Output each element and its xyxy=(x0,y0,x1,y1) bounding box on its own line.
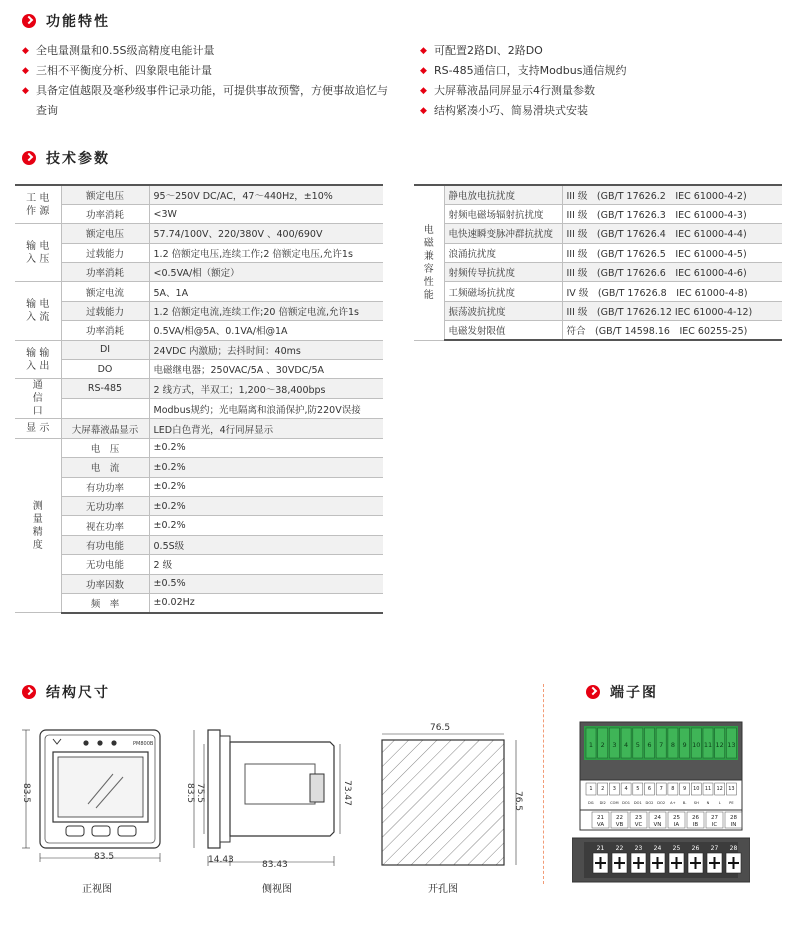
terminal-number: 10 xyxy=(692,741,701,749)
terminal-number: 1 xyxy=(589,786,593,792)
spec-row xyxy=(414,243,782,262)
terminal-signal: VN xyxy=(653,822,662,828)
spec-value: III 级 (GB/T 17626.6 IEC 61000-4-6) xyxy=(562,263,782,282)
terminal-number: 1 xyxy=(588,741,594,749)
terminal-number: 26 xyxy=(692,815,699,821)
spec-param: 功率因数 xyxy=(61,574,149,593)
spec-value: <3W xyxy=(149,204,383,223)
spec-param: 电 流 xyxy=(61,458,149,477)
terminal-code: DO2 xyxy=(657,801,666,805)
terminal-number: 24 xyxy=(654,815,661,821)
features-section-title xyxy=(22,11,110,31)
structure-section-title xyxy=(22,682,110,702)
feature-item: ◆ 结构紧凑小巧、简易滑块式安装 xyxy=(420,101,780,121)
spec-row xyxy=(15,360,383,379)
spec-param: 视在功率 xyxy=(61,516,149,535)
terminal-number: 2 xyxy=(601,786,605,792)
indicator-led xyxy=(111,740,116,745)
cutout-height-dim: 76.5 xyxy=(513,790,524,812)
terminal-number: 21 xyxy=(597,815,604,821)
spec-value: ±0.2% xyxy=(149,516,383,535)
spec-param: 无功电能 xyxy=(61,555,149,574)
spec-row xyxy=(414,321,782,340)
terminal-number: 7 xyxy=(659,741,664,749)
side-view-label: 侧视图 xyxy=(262,884,292,895)
terminal-code: SH xyxy=(693,801,699,805)
spec-group: 输 电 入 压 xyxy=(15,224,61,282)
spec-value: ±0.2% xyxy=(149,438,383,457)
terminal-number: 22 xyxy=(616,815,623,821)
side-slider xyxy=(310,774,324,802)
spec-row xyxy=(15,438,383,457)
features-left-list xyxy=(22,41,392,121)
terminal-number: 27 xyxy=(710,845,719,852)
spec-row xyxy=(414,282,782,301)
spec-row xyxy=(15,224,383,243)
spec-row xyxy=(15,458,383,477)
terminal-number: 9 xyxy=(682,741,687,749)
terminal-number: 9 xyxy=(683,786,687,792)
terminal-number: 13 xyxy=(728,786,735,792)
feature-item: ◆ RS-485通信口，支持Modbus通信规约 xyxy=(420,61,780,81)
features-title: 功能特性 xyxy=(46,14,110,30)
spec-value: III 级 (GB/T 17626.5 IEC 61000-4-5) xyxy=(562,243,782,262)
spec-group: 通 信 口 xyxy=(15,379,61,419)
spec-value: ±0.5% xyxy=(149,574,383,593)
spec-param: 无功功率 xyxy=(61,496,149,515)
spec-row xyxy=(15,185,383,204)
terminal-number: 6 xyxy=(647,786,652,792)
spec-param: 大屏幕液晶显示 xyxy=(61,419,149,438)
terminal-code: COM xyxy=(610,801,619,805)
spec-row xyxy=(414,204,782,223)
spec-param: 射频电磁场辐射抗扰度 xyxy=(444,204,562,223)
terminal-number: 4 xyxy=(624,741,629,749)
cutout-width-dim: 76.5 xyxy=(430,723,451,733)
spec-row xyxy=(15,496,383,515)
spec-param: 电 压 xyxy=(61,438,149,457)
chevron-right-icon xyxy=(22,685,36,699)
terminal-number: 13 xyxy=(727,741,736,749)
spec-param: 电快速瞬变脉冲群抗扰度 xyxy=(444,224,562,243)
terminal-number: 8 xyxy=(671,786,675,792)
terminal-number: 25 xyxy=(673,815,680,821)
spec-param: 振荡波抗扰度 xyxy=(444,301,562,320)
spec-value: 2 级 xyxy=(149,555,383,574)
terminal-number: 21 xyxy=(596,845,605,852)
chevron-right-icon xyxy=(22,151,36,165)
side-height-dim: 83.5 xyxy=(185,782,196,804)
spec-param: 过载能力 xyxy=(61,301,149,320)
indicator-led xyxy=(97,740,102,745)
spec-row xyxy=(15,321,383,340)
spec-value: 电磁继电器；250VAC/5A 、30VDC/5A xyxy=(149,360,383,379)
terminal-number: 11 xyxy=(703,741,713,749)
spec-param: 功率消耗 xyxy=(61,321,149,340)
spec-value: ±0.02Hz xyxy=(149,593,383,612)
terminal-code: A+ xyxy=(670,801,676,805)
terminal-title: 端子图 xyxy=(610,685,658,701)
terminal-number: 5 xyxy=(635,741,640,749)
spec-value: ±0.2% xyxy=(149,496,383,515)
spec-param: 浪涌抗扰度 xyxy=(444,243,562,262)
spec-param: RS-485 xyxy=(61,379,149,399)
spec-value: Modbus规约；光电隔离和浪涌保护,防220V误接 xyxy=(149,399,383,419)
terminal-signal: IC xyxy=(711,822,718,828)
spec-param: 过载能力 xyxy=(61,243,149,262)
spec-group: 显 示 xyxy=(15,419,61,438)
front-button xyxy=(92,826,110,836)
spec-row xyxy=(15,535,383,554)
feature-item: ◆ 三相不平衡度分析、四象限电能计量 xyxy=(22,61,392,81)
spec-value: 2 线方式，半双工；1,200～38,400bps xyxy=(149,379,383,399)
terminal-code: DO1 xyxy=(633,801,642,805)
terminal-number: 24 xyxy=(653,845,662,852)
terminal-number: 28 xyxy=(730,815,737,821)
front-view-label: 正视图 xyxy=(82,884,112,895)
spec-value: 符合 (GB/T 14598.16 IEC 60255-25) xyxy=(562,321,782,340)
spec-param: 静电放电抗扰度 xyxy=(444,185,562,204)
spec-row xyxy=(15,555,383,574)
spec-param: 有功功率 xyxy=(61,477,149,496)
spec-param: 功率消耗 xyxy=(61,204,149,223)
spec-group: 输 电 入 流 xyxy=(15,282,61,340)
device-brand: PM800B xyxy=(133,741,154,747)
front-height-dim: 83.5 xyxy=(21,782,32,804)
terminal-number: 11 xyxy=(704,786,712,792)
spec-value: 0.5VA/相@5A、0.1VA/相@1A xyxy=(149,321,383,340)
spec-param: 额定电流 xyxy=(61,282,149,301)
spec-value: 24VDC 内激励；去抖时间：40ms xyxy=(149,340,383,359)
spec-row xyxy=(15,204,383,223)
section-divider xyxy=(543,684,544,884)
spec-row xyxy=(414,224,782,243)
spec-row xyxy=(414,263,782,282)
spec-param: 有功电能 xyxy=(61,535,149,554)
terminal-section-title xyxy=(586,682,658,702)
side-inner-dim: 75.5 xyxy=(195,782,206,804)
feature-item: ◆ 具备定值越限及毫秒级事件记录功能，可提供事故预警，方便事故追忆与查询 xyxy=(22,81,392,121)
terminal-number: 4 xyxy=(624,786,628,792)
terminal-number: 26 xyxy=(691,845,700,852)
chevron-right-icon xyxy=(586,685,600,699)
terminal-signal: VC xyxy=(634,822,643,828)
spec-value: III 级 (GB/T 17626.3 IEC 61000-4-3) xyxy=(562,204,782,223)
terminal-number: 2 xyxy=(600,741,605,749)
spec-value: 1.2 倍额定电流,连续工作;20 倍额定电流,允许1s xyxy=(149,301,383,320)
terminal-code: L xyxy=(718,801,721,805)
front-view-drawing xyxy=(18,722,188,872)
terminal-diagram xyxy=(572,716,750,886)
terminal-number: 25 xyxy=(672,845,681,852)
spec-param: 射频传导抗扰度 xyxy=(444,263,562,282)
terminal-signal: IA xyxy=(673,822,680,828)
spec-value: 1.2 倍额定电压,连续工作;2 倍额定电压,允许1s xyxy=(149,243,383,262)
spec-param xyxy=(61,399,149,419)
spec-group: 输 输 入 出 xyxy=(15,340,61,379)
spec-value: 57.74/100V、220/380V 、400/690V xyxy=(149,224,383,243)
spec-value: 0.5S级 xyxy=(149,535,383,554)
spec-value: LED白色背光，4行同屏显示 xyxy=(149,419,383,438)
spec-row xyxy=(15,419,383,438)
spec-param: DI xyxy=(61,340,149,359)
spec-param: DO xyxy=(61,360,149,379)
spec-group: 测 量 精 度 xyxy=(15,438,61,613)
spec-value: III 级 (GB/T 17626.2 IEC 61000-4-2) xyxy=(562,185,782,204)
spec-param: 功率消耗 xyxy=(61,263,149,282)
terminal-number: 22 xyxy=(615,845,624,852)
spec-param: 额定电压 xyxy=(61,185,149,204)
spec-param: 频 率 xyxy=(61,593,149,612)
spec-param: 电磁发射限值 xyxy=(444,321,562,340)
cutout-view-label: 开孔图 xyxy=(428,884,458,895)
side-body-dim: 73.47 xyxy=(341,780,352,806)
terminal-number: 5 xyxy=(636,786,640,792)
feature-item: ◆ 全电量测量和0.5S级高精度电能计量 xyxy=(22,41,392,61)
terminal-number: 3 xyxy=(612,741,617,749)
cutout-view-drawing xyxy=(376,730,536,870)
spec-group: 电 磁 兼 容 性 能 xyxy=(414,185,444,340)
chevron-right-icon xyxy=(22,14,36,28)
structure-title: 结构尺寸 xyxy=(46,685,110,701)
spec-value: IV 级 (GB/T 17626.8 IEC 61000-4-8) xyxy=(562,282,782,301)
terminal-code: DO1 xyxy=(622,801,631,805)
front-button xyxy=(66,826,84,836)
terminal-number: 7 xyxy=(659,786,663,792)
spec-row xyxy=(15,263,383,282)
front-width-dim: 83.5 xyxy=(94,852,115,862)
spec-value: ±0.2% xyxy=(149,458,383,477)
spec-value: 95～250V DC/AC，47～440Hz，±10% xyxy=(149,185,383,204)
indicator-led xyxy=(83,740,88,745)
spec-row xyxy=(15,282,383,301)
spec-row xyxy=(15,477,383,496)
spec-param: 额定电压 xyxy=(61,224,149,243)
specs-title: 技术参数 xyxy=(46,151,110,167)
terminal-number: 12 xyxy=(716,786,723,792)
spec-row xyxy=(15,399,383,419)
spec-value: <0.5VA/相（额定） xyxy=(149,263,383,282)
terminal-signal: VB xyxy=(615,822,624,828)
terminal-code: DI1 xyxy=(587,801,595,805)
feature-item: ◆ 可配置2路DI、2路DO xyxy=(420,41,780,61)
side-front-dim: 14.43 xyxy=(208,855,234,865)
spec-value: III 级 (GB/T 17626.12 IEC 61000-4-12) xyxy=(562,301,782,320)
terminal-number: 6 xyxy=(647,741,652,749)
spec-row xyxy=(15,516,383,535)
terminal-number: 23 xyxy=(634,845,643,852)
side-depth-dim: 83.43 xyxy=(262,860,288,870)
terminal-number: 10 xyxy=(693,786,700,792)
spec-table-left xyxy=(15,184,383,614)
terminal-signal: IB xyxy=(692,822,699,828)
feature-item: ◆ 大屏幕液晶同屏显示4行测量参数 xyxy=(420,81,780,101)
spec-table-right xyxy=(414,184,782,341)
spec-value: 5A、1A xyxy=(149,282,383,301)
spec-value: ±0.2% xyxy=(149,477,383,496)
spec-row xyxy=(414,301,782,320)
specs-section-title xyxy=(22,148,110,168)
spec-row xyxy=(15,340,383,359)
terminal-signal: VA xyxy=(596,822,605,828)
terminal-code: DO2 xyxy=(645,801,654,805)
spec-row xyxy=(15,574,383,593)
spec-group: 工 电 作 源 xyxy=(15,185,61,224)
terminal-number: 8 xyxy=(670,741,675,749)
front-button xyxy=(118,826,136,836)
terminal-code: PE xyxy=(729,801,734,805)
terminal-number: 23 xyxy=(635,815,642,821)
terminal-signal: IN xyxy=(730,822,737,828)
terminal-code: N xyxy=(706,801,710,805)
spec-row xyxy=(15,243,383,262)
features-right-list xyxy=(420,41,780,121)
terminal-code: B- xyxy=(682,801,687,805)
spec-value: III 级 (GB/T 17626.4 IEC 61000-4-4) xyxy=(562,224,782,243)
terminal-number: 28 xyxy=(729,845,738,852)
spec-row xyxy=(15,593,383,612)
terminal-number: 3 xyxy=(612,786,616,792)
spec-param: 工频磁场抗扰度 xyxy=(444,282,562,301)
spec-row xyxy=(15,379,383,399)
terminal-number: 27 xyxy=(711,815,718,821)
side-view-drawing xyxy=(180,722,360,872)
spec-row xyxy=(15,301,383,320)
terminal-number: 12 xyxy=(715,741,724,749)
spec-row xyxy=(414,185,782,204)
terminal-code: DI2 xyxy=(599,801,606,805)
